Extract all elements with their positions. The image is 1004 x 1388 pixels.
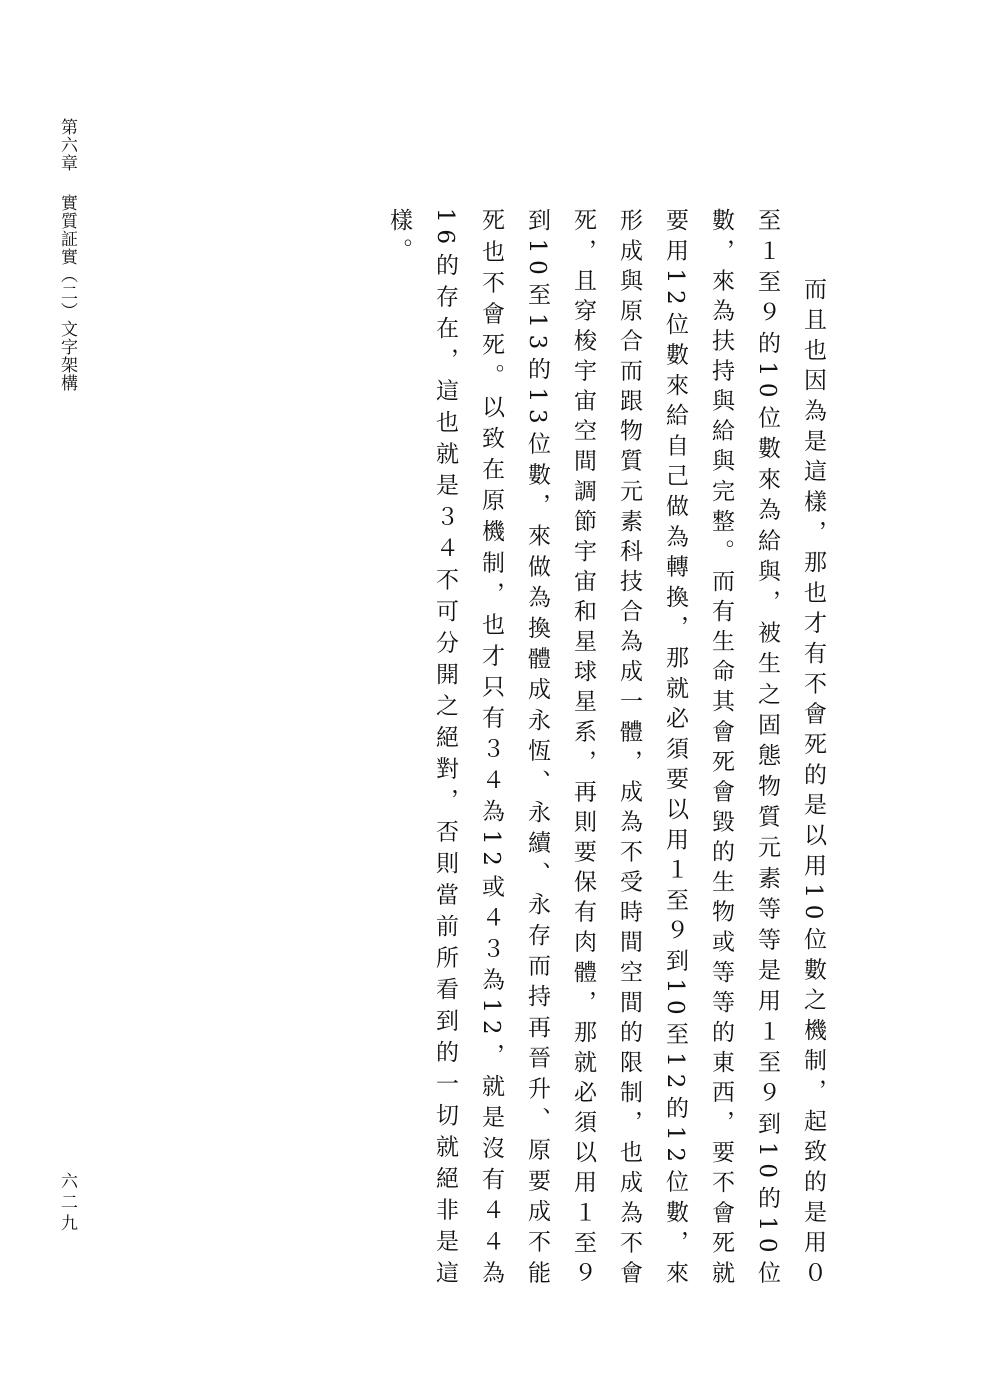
chapter-title: 實質証實（二）文字架構 (57, 194, 77, 392)
chapter-label: 第六章 (57, 118, 77, 172)
body-text (376, 208, 836, 1290)
body-paragraph: 而且也因為是這樣，那也才有不會死的是以用10位數之機制，起致的是用０至１至９的10位數來為給與，被生之固態物質元素等等是用１至９到10的10位數，來為扶持與給與完整。而有生命其會死會毀的生物或等等的東西，要不會死就要用12位數來給自己做為轉換，那就必須要以用１至９到10至12的12位數，來形成與原合而跟物質元素科技合為成一體，成為不受時間空間的限制，也成為不會死，且穿梭宇宙空間調節宇宙和星球星系，再則要保有肉體，那就必須以用１至９到10至13的13位數，來做為換體成永恆、永續、永存而持再晉升、原要成不能死也不會死。以致在原機制，也才只有３４為12或４３為12，就是沒有４４為16的存在，這也就是３４不可分開之絕對，否則當前所看到的一切就絕非是這樣。 (386, 208, 826, 1290)
page-number: 六二九 (57, 1172, 77, 1235)
running-head (56, 118, 78, 392)
